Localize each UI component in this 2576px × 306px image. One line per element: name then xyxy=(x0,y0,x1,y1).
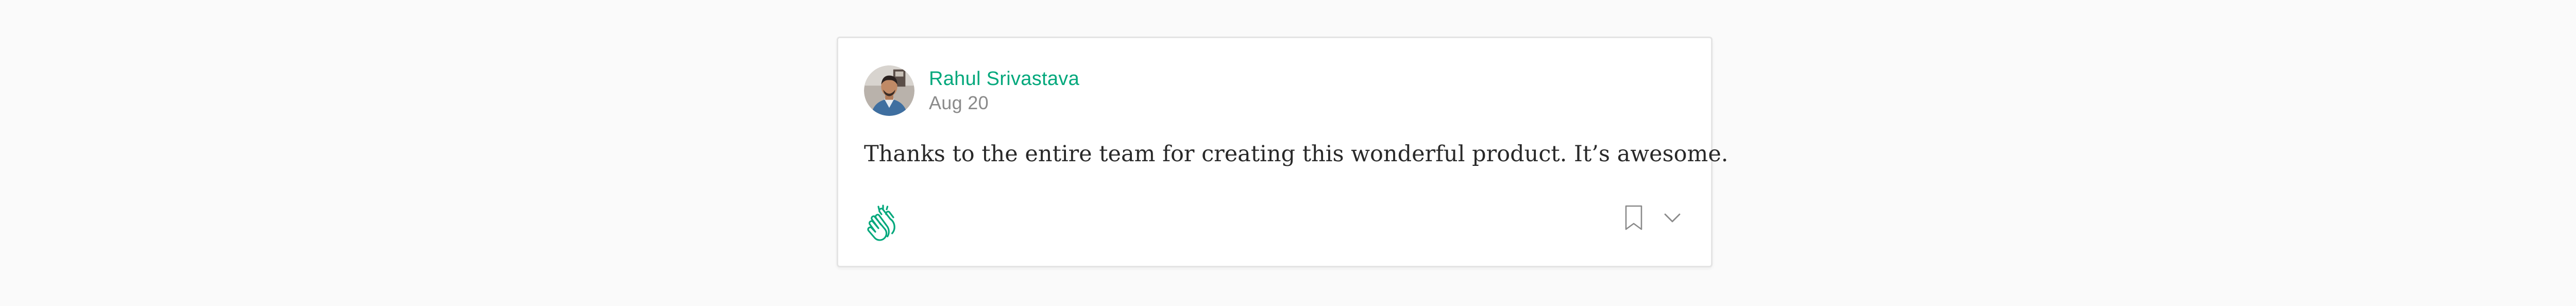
author-name-link[interactable]: Rahul Srivastava xyxy=(929,68,1080,90)
response-header xyxy=(864,65,1079,116)
avatar[interactable] xyxy=(864,65,914,116)
chevron-down-icon xyxy=(1664,212,1681,224)
response-text: Thanks to the entire team for creating this wonderful product. It’s awesome. xyxy=(864,141,1728,167)
more-options-button[interactable] xyxy=(1664,212,1681,224)
bookmark-button[interactable] xyxy=(1623,205,1644,231)
response-actions xyxy=(1623,205,1681,231)
clap-button[interactable] xyxy=(862,202,903,243)
response-date[interactable]: Aug 20 xyxy=(929,92,989,113)
author-meta xyxy=(929,66,1079,115)
clap-icon xyxy=(864,203,901,242)
response-card xyxy=(837,37,1728,267)
bookmark-icon xyxy=(1623,205,1644,231)
